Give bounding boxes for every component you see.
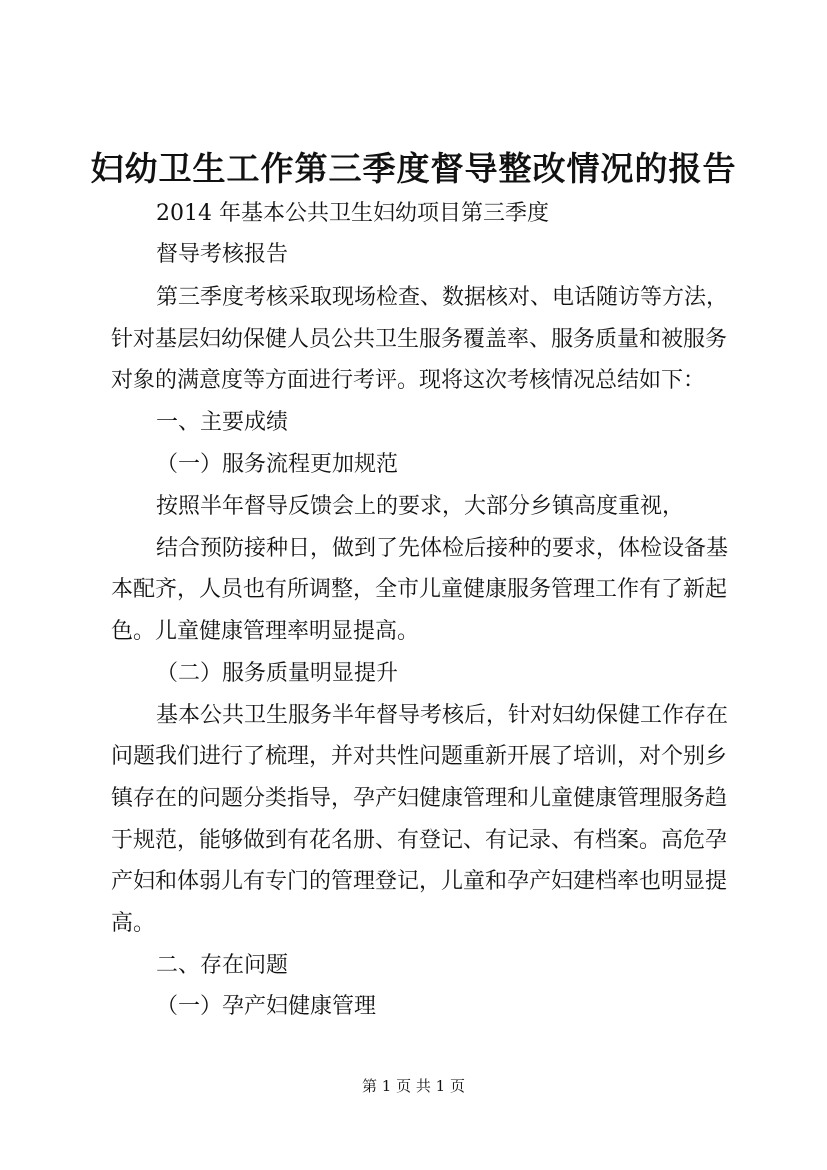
paragraph-line: 高。 xyxy=(111,911,156,936)
paragraph-line: 色。儿童健康管理率明显提高。 xyxy=(111,619,420,644)
subsection-heading: （一）孕产妇健康管理 xyxy=(156,994,377,1019)
paragraph-line: 对象的满意度等方面进行考评。现将这次考核情况总结如下： xyxy=(111,368,706,393)
paragraph-line: 问题我们进行了梳理，并对共性问题重新开展了培训，对个别乡 xyxy=(111,744,728,769)
paragraph-line: 第三季度考核采取现场检查、数据核对、电话随访等方法， xyxy=(156,285,729,310)
paragraph-line: 结合预防接种日，做到了先体检后接种的要求，体检设备基 xyxy=(156,536,729,561)
subsection-heading: （二）服务质量明显提升 xyxy=(156,661,399,686)
paragraph-line: 按照半年督导反馈会上的要求，大部分乡镇高度重视， xyxy=(156,494,685,519)
paragraph-line: 镇存在的问题分类指导，孕产妇健康管理和儿童健康管理服务趋 xyxy=(111,786,728,811)
paragraph-line: 于规范，能够做到有花名册、有登记、有记录、有档案。高危孕 xyxy=(111,828,728,853)
document-title: 妇幼卫生工作第三季度督导整改情况的报告 xyxy=(90,149,737,188)
subtitle-line: 督导考核报告 xyxy=(156,242,289,267)
section-heading: 一、主要成绩 xyxy=(156,410,289,435)
paragraph-line: 基本公共卫生服务半年督导考核后，针对妇幼保健工作存在 xyxy=(156,703,729,728)
paragraph-line: 产妇和体弱儿有专门的管理登记，儿童和孕产妇建档率也明显提 xyxy=(111,869,728,894)
paragraph-line: 针对基层妇幼保健人员公共卫生服务覆盖率、服务质量和被服务 xyxy=(111,327,728,352)
subtitle-line: 2014 年基本公共卫生妇幼项目第三季度 xyxy=(156,201,549,226)
page-number-footer: 第 1 页 共 1 页 xyxy=(362,1077,465,1095)
subsection-heading: （一）服务流程更加规范 xyxy=(156,452,399,477)
section-heading: 二、存在问题 xyxy=(156,953,289,978)
paragraph-line: 本配齐，人员也有所调整，全市儿童健康服务管理工作有了新起 xyxy=(111,577,728,602)
